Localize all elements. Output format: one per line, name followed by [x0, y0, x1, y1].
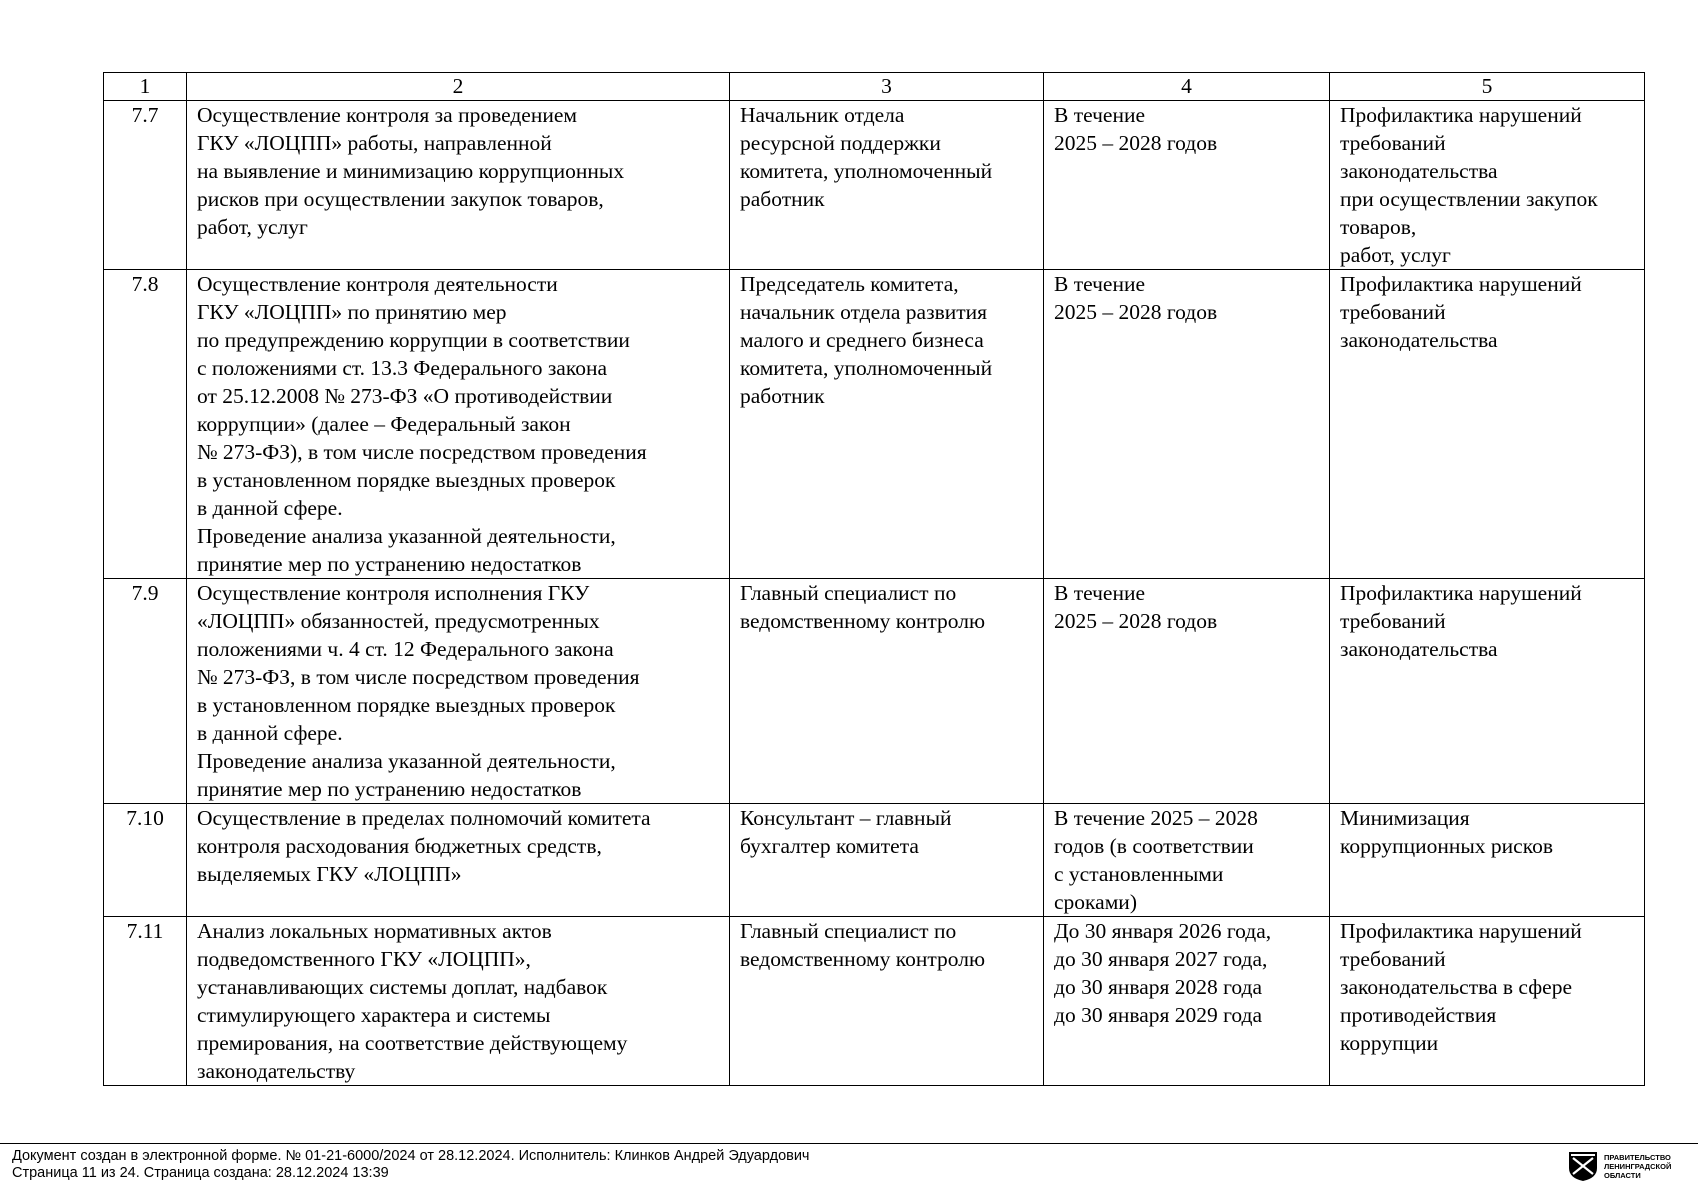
government-logo	[1568, 1150, 1671, 1182]
deadline-cell: В течение 2025 – 2028 годов	[1044, 270, 1330, 579]
table-row	[104, 579, 1645, 804]
responsible-cell: Главный специалист по ведомственному контролю	[730, 917, 1044, 1086]
table-row	[104, 917, 1645, 1086]
footer-page-info: Страница 11 из 24. Страница создана: 28.12.2024 13:39	[12, 1165, 389, 1181]
action-cell: Осуществление в пределах полномочий комитета контроля расходования бюджетных средств, выделяемых ГКУ «ЛОЦПП»	[187, 804, 730, 917]
column-header-3: 3	[730, 73, 1044, 101]
deadline-cell: В течение 2025 – 2028 годов	[1044, 579, 1330, 804]
row-number: 7.7	[104, 101, 187, 270]
column-header-5: 5	[1330, 73, 1645, 101]
coat-of-arms-icon	[1568, 1150, 1598, 1182]
header-row	[104, 73, 1645, 101]
result-cell: Профилактика нарушений требований законодательства при осуществлении закупок товаров, работ, услуг	[1330, 101, 1645, 270]
row-number: 7.10	[104, 804, 187, 917]
result-cell: Минимизация коррупционных рисков	[1330, 804, 1645, 917]
responsible-cell: Консультант – главный бухгалтер комитета	[730, 804, 1044, 917]
table-row	[104, 270, 1645, 579]
row-number: 7.8	[104, 270, 187, 579]
deadline-cell: В течение 2025 – 2028 годов (в соответствии с установленными сроками)	[1044, 804, 1330, 917]
document-footer	[12, 1148, 810, 1182]
column-header-4: 4	[1044, 73, 1330, 101]
result-cell: Профилактика нарушений требований законодательства	[1330, 579, 1645, 804]
row-number: 7.9	[104, 579, 187, 804]
result-cell: Профилактика нарушений требований законодательства в сфере противодействия коррупции	[1330, 917, 1645, 1086]
measures-table	[103, 72, 1645, 1086]
responsible-cell: Председатель комитета, начальник отдела развития малого и среднего бизнеса комитета, уполномоченный работник	[730, 270, 1044, 579]
logo-caption: ПРАВИТЕЛЬСТВО ЛЕНИНГРАДСКОЙ ОБЛАСТИ	[1604, 1152, 1672, 1180]
column-header-1: 1	[104, 73, 187, 101]
deadline-cell: В течение 2025 – 2028 годов	[1044, 101, 1330, 270]
row-number: 7.11	[104, 917, 187, 1086]
action-cell: Осуществление контроля деятельности ГКУ «ЛОЦПП» по принятию мер по предупреждению коррупции в соответствии с положениями ст. 13.3 Федерального закона от 25.12.2008 № 273-ФЗ «О противодействии коррупции» (далее – Федеральный закон № 273-ФЗ), в том числе посредством проведения в установленном порядке выездных проверок в данной сфере. Проведение анализа указанной деятельности, принятие мер по устранению недостатков	[187, 270, 730, 579]
table-row	[104, 101, 1645, 270]
action-cell: Осуществление контроля исполнения ГКУ «ЛОЦПП» обязанностей, предусмотренных положениями ч. 4 ст. 12 Федерального закона № 273-ФЗ, в том числе посредством проведения в установленном порядке выездных проверок в данной сфере. Проведение анализа указанной деятельности, принятие мер по устранению недостатков	[187, 579, 730, 804]
action-cell: Осуществление контроля за проведением ГКУ «ЛОЦПП» работы, направленной на выявление и минимизацию коррупционных рисков при осуществлении закупок товаров, работ, услуг	[187, 101, 730, 270]
footer-document-info: Документ создан в электронной форме. № 01-21-6000/2024 от 28.12.2024. Исполнитель: Клинков Андрей Эдуардович	[12, 1148, 810, 1164]
footer-divider	[0, 1143, 1698, 1144]
table-row	[104, 804, 1645, 917]
action-cell: Анализ локальных нормативных актов подведомственного ГКУ «ЛОЦПП», устанавливающих системы доплат, надбавок стимулирующего характера и системы премирования, на соответствие действующему законодательству	[187, 917, 730, 1086]
deadline-cell: До 30 января 2026 года, до 30 января 2027 года, до 30 января 2028 года до 30 января 2029 года	[1044, 917, 1330, 1086]
column-header-2: 2	[187, 73, 730, 101]
responsible-cell: Главный специалист по ведомственному контролю	[730, 579, 1044, 804]
responsible-cell: Начальник отдела ресурсной поддержки комитета, уполномоченный работник	[730, 101, 1044, 270]
result-cell: Профилактика нарушений требований законодательства	[1330, 270, 1645, 579]
